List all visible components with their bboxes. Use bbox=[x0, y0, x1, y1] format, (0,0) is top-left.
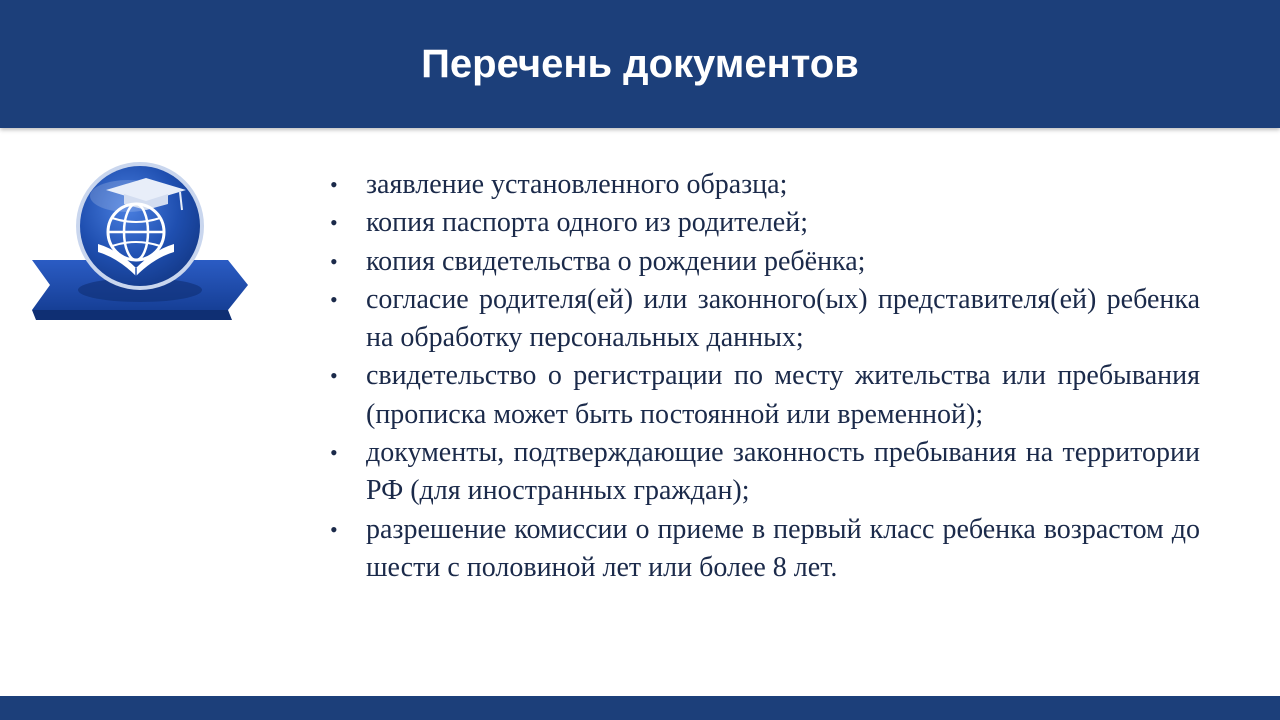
list-item bbox=[330, 434, 1200, 511]
page-title: Перечень документов bbox=[421, 42, 859, 86]
list-item bbox=[330, 281, 1200, 358]
footer-bar bbox=[0, 696, 1280, 720]
list-item bbox=[330, 357, 1200, 434]
list-item-text: документы, подтверждающие законность пребывания на территории РФ (для иностранных граждан); bbox=[366, 437, 1200, 507]
bullet-icon: • bbox=[330, 440, 338, 466]
list-item bbox=[330, 243, 1200, 281]
education-globe-icon bbox=[28, 160, 256, 335]
list-item-text: согласие родителя(ей) или законного(ых) представителя(ей) ребенка на обработку персональных данных; bbox=[366, 283, 1200, 354]
list-item-text: свидетельство о регистрации по месту жительства или пребывания (прописка может быть постоянной или временной); bbox=[366, 360, 1200, 430]
bullet-icon: • bbox=[330, 172, 338, 197]
list-item-text: заявление установленного образца; bbox=[366, 169, 788, 200]
bullet-icon: • bbox=[330, 210, 338, 236]
list-item bbox=[330, 511, 1200, 588]
list-item-text: разрешение комиссии о приеме в первый класс ребенка возрастом до шести с половиной лет или более 8 лет. bbox=[366, 513, 1200, 583]
list-item bbox=[330, 166, 1200, 204]
bullet-icon: • bbox=[330, 286, 338, 312]
list-item bbox=[330, 204, 1200, 242]
list-item-text: копия паспорта одного из родителей; bbox=[366, 207, 808, 239]
bullet-icon: • bbox=[330, 248, 338, 274]
emblem bbox=[28, 160, 256, 335]
list-item-text: копия свидетельства о рождении ребёнка; bbox=[366, 245, 866, 277]
bullet-icon: • bbox=[330, 516, 338, 542]
document-list bbox=[330, 166, 1200, 587]
bullet-icon: • bbox=[330, 363, 338, 389]
